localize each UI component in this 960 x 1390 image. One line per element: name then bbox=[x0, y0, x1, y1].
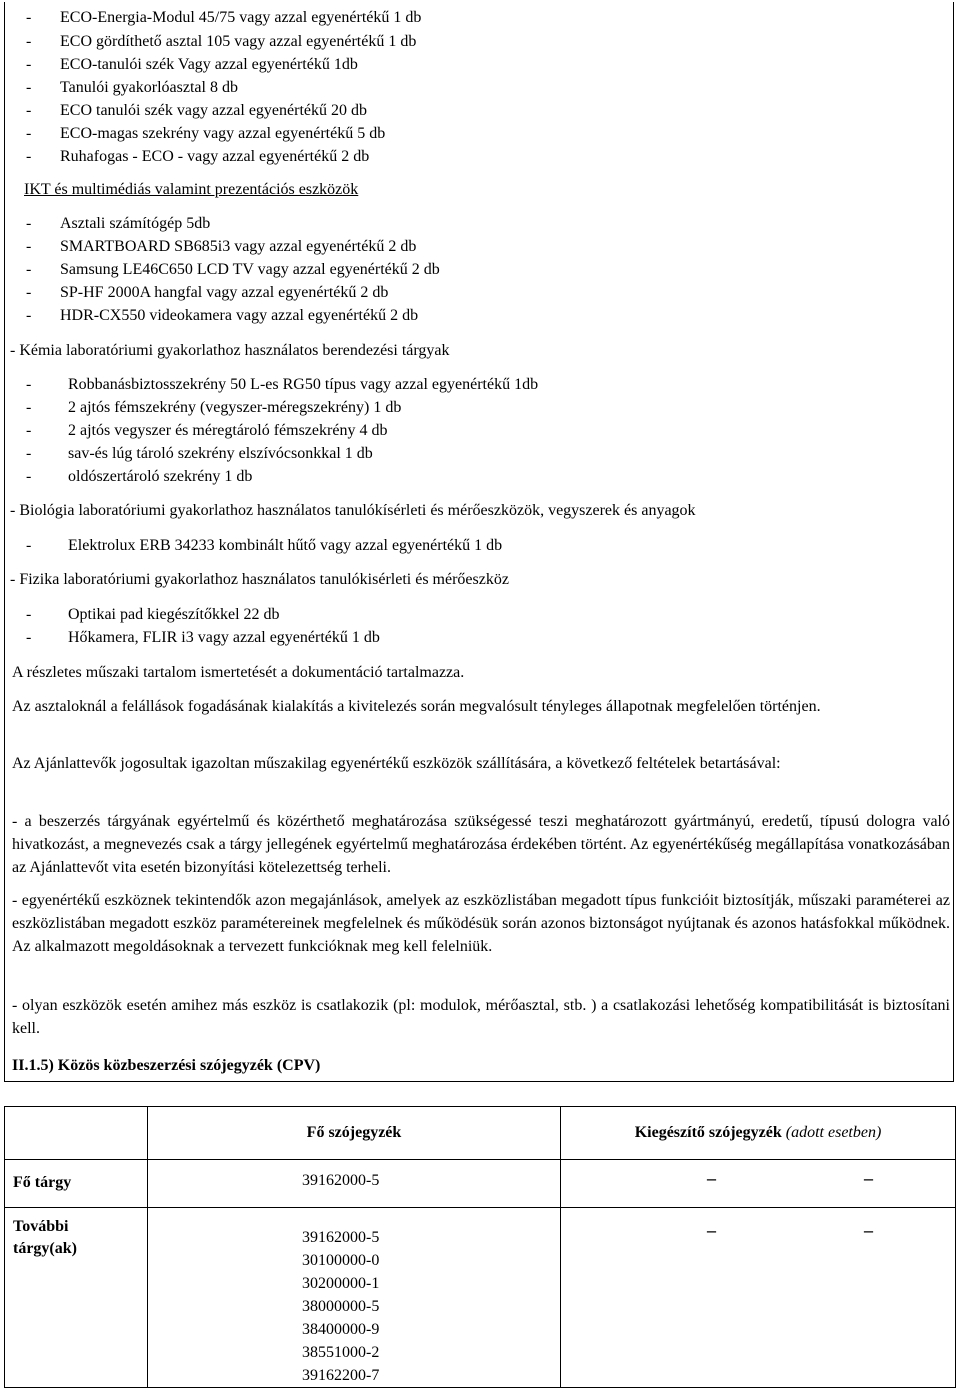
list-dash: - bbox=[26, 261, 32, 278]
table-row bbox=[5, 1160, 956, 1208]
supplementary-code-cell bbox=[561, 1160, 956, 1208]
paragraph-2: Az asztaloknál a felállások fogadásának kialakítás a kivitelezés során megvalósult tényleges állapotnak megfelelően történjen. bbox=[12, 698, 821, 715]
list-item: ECO-Energia-Modul 45/75 vagy azzal egyenértékű 1 db bbox=[60, 9, 422, 26]
list-item: Robbanásbiztosszekrény 50 L-es RG50 típus vagy azzal egyenértékű 1db bbox=[68, 376, 539, 393]
list-dash: - bbox=[26, 606, 32, 623]
col-header-main-label: Fő szójegyzék bbox=[306, 1124, 402, 1141]
row-label-additional-line2: tárgy(ak) bbox=[13, 1240, 77, 1257]
empty-dash: – bbox=[864, 1220, 873, 1240]
fizika-heading: - Fizika laboratóriumi gyakorlathoz használatos tanulókisérleti és mérőeszköz bbox=[10, 571, 509, 588]
list-item: ECO-tanulói szék Vagy azzal egyenértékű 1db bbox=[60, 56, 358, 73]
empty-dash: – bbox=[707, 1168, 716, 1188]
list-item: SP-HF 2000A hangfal vagy azzal egyenértékű 2 db bbox=[60, 284, 389, 301]
paragraph-3: Az Ajánlattevők jogosultak igazoltan műszakilag egyenértékű eszközök szállítására, a következő feltételek betartásával: bbox=[12, 755, 781, 772]
list-dash: - bbox=[26, 376, 32, 393]
col-header-supplementary-label: Kiegészítő szójegyzék bbox=[634, 1124, 782, 1141]
list-dash: - bbox=[26, 33, 32, 50]
list-item: Hőkamera, FLIR i3 vagy azzal egyenértékű 1 db bbox=[68, 629, 380, 646]
list-dash: - bbox=[26, 307, 32, 324]
paragraph-4: - a beszerzés tárgyának egyértelmű és közérthető meghatározása szükségessé teszi meghatározott gyártmányú, eredetű, típusú dologra való hivatkozást, a megnevezés csak a tárgy jellegének egyértelmű meghatározása érdekében történt. Az egyenértékűség megállapítása vonatkozásában az Ajánlattevőt vita esetén bizonyítási kötelezettség terheli. bbox=[12, 813, 950, 876]
list-item: Tanulói gyakorlóasztal 8 db bbox=[60, 79, 238, 96]
paragraph-5: - egyenértékű eszköznek tekintendők azon megajánlások, amelyek az eszközlistában megadott típus funkcióit biztosítják, műszaki paraméterei az eszközlistában megadott eszköz paramétereinek megfelelnek és működésük során azonos biztonságot nyújtanak és azonos hatásfokkal működnek. Az alkalmazott megoldásoknak a tervezett funkcióknak meg kell felelniük. bbox=[12, 892, 950, 955]
list-item: Ruhafogas - ECO - vagy azzal egyenértékű 2 db bbox=[60, 148, 370, 165]
list-dash: - bbox=[26, 238, 32, 255]
row-label-main-text: Fő tárgy bbox=[13, 1174, 72, 1191]
biologia-heading: - Biológia laboratóriumi gyakorlathoz használatos tanulókísérleti és mérőeszközök, vegyszerek és anyagok bbox=[10, 502, 696, 519]
row-label-additional-line1: További bbox=[13, 1218, 69, 1235]
list-item: SMARTBOARD SB685i3 vagy azzal egyenértékű 2 db bbox=[60, 238, 417, 255]
list-item: Samsung LE46C650 LCD TV vagy azzal egyenértékű 2 db bbox=[60, 261, 440, 278]
list-dash: - bbox=[26, 56, 32, 73]
col-header-supplementary bbox=[561, 1107, 956, 1160]
list-dash: - bbox=[26, 468, 32, 485]
list-dash: - bbox=[26, 284, 32, 301]
col-header-main bbox=[148, 1107, 561, 1160]
list-item: 2 ajtós vegyszer és méregtároló fémszekrény 4 db bbox=[68, 422, 388, 439]
list-dash: - bbox=[26, 399, 32, 416]
list-item: HDR-CX550 videokamera vagy azzal egyenértékű 2 db bbox=[60, 307, 419, 324]
table-row bbox=[5, 1208, 956, 1388]
main-code-cell bbox=[148, 1160, 561, 1208]
ikt-heading: IKT és multimédiás valamint prezentációs eszközök bbox=[24, 181, 359, 198]
empty-dash: – bbox=[864, 1168, 873, 1188]
cpv-table bbox=[4, 1106, 956, 1388]
paragraph-6: - olyan eszközök esetén amihez más eszköz is csatlakozik (pl: modulok, mérőasztal, stb. ) a csatlakozási lehetőség kompatibilitását is biztosítani kell. bbox=[12, 997, 950, 1037]
cpv-code: 39162200-7 bbox=[302, 1367, 380, 1384]
row-label-additional bbox=[5, 1208, 148, 1388]
list-dash: - bbox=[26, 125, 32, 142]
supplementary-additional-cell bbox=[561, 1208, 956, 1388]
col-header-supplementary-note: (adott esetben) bbox=[785, 1124, 882, 1141]
list-item: oldószertároló szekrény 1 db bbox=[68, 468, 253, 485]
cpv-code: 38551000-2 bbox=[302, 1344, 380, 1361]
list-item: Optikai pad kiegészítőkkel 22 db bbox=[68, 606, 280, 623]
additional-codes-cell bbox=[148, 1208, 561, 1388]
table-header-row bbox=[5, 1107, 956, 1160]
list-item: Elektrolux ERB 34233 kombinált hűtő vagy azzal egyenértékű 1 db bbox=[68, 537, 503, 554]
cpv-code: 30100000-0 bbox=[302, 1252, 380, 1269]
list-item: sav-és lúg tároló szekrény elszívócsonkkal 1 db bbox=[68, 445, 373, 462]
empty-dash: – bbox=[707, 1220, 716, 1240]
list-item: 2 ajtós fémszekrény (vegyszer-méregszekrény) 1 db bbox=[68, 399, 402, 416]
list-dash: - bbox=[26, 629, 32, 646]
main-code: 39162000-5 bbox=[302, 1172, 380, 1189]
list-item: ECO tanulói szék vagy azzal egyenértékű 20 db bbox=[60, 102, 367, 119]
table-corner-cell bbox=[5, 1107, 148, 1160]
cpv-code: 38400000-9 bbox=[302, 1321, 380, 1338]
row-label-main bbox=[5, 1160, 148, 1208]
list-dash: - bbox=[26, 537, 32, 554]
list-dash: - bbox=[26, 215, 32, 232]
list-dash: - bbox=[26, 102, 32, 119]
cpv-code: 30200000-1 bbox=[302, 1275, 380, 1292]
cpv-code: 38000000-5 bbox=[302, 1298, 380, 1315]
list-dash: - bbox=[26, 9, 32, 26]
list-item: ECO gördíthető asztal 105 vagy azzal egyenértékű 1 db bbox=[60, 33, 417, 50]
list-dash: - bbox=[26, 148, 32, 165]
list-item: Asztali számítógép 5db bbox=[60, 215, 211, 232]
list-dash: - bbox=[26, 422, 32, 439]
paragraph-1: A részletes műszaki tartalom ismertetését a dokumentáció tartalmazza. bbox=[12, 664, 465, 681]
kemia-heading: - Kémia laboratóriumi gyakorlathoz használatos berendezési tárgyak bbox=[10, 342, 450, 359]
cpv-code: 39162000-5 bbox=[302, 1229, 380, 1246]
list-dash: - bbox=[26, 445, 32, 462]
list-item: ECO-magas szekrény vagy azzal egyenértékű 5 db bbox=[60, 125, 386, 142]
list-dash: - bbox=[26, 79, 32, 96]
cpv-title: II.1.5) Közös közbeszerzési szójegyzék (CPV) bbox=[12, 1057, 321, 1074]
